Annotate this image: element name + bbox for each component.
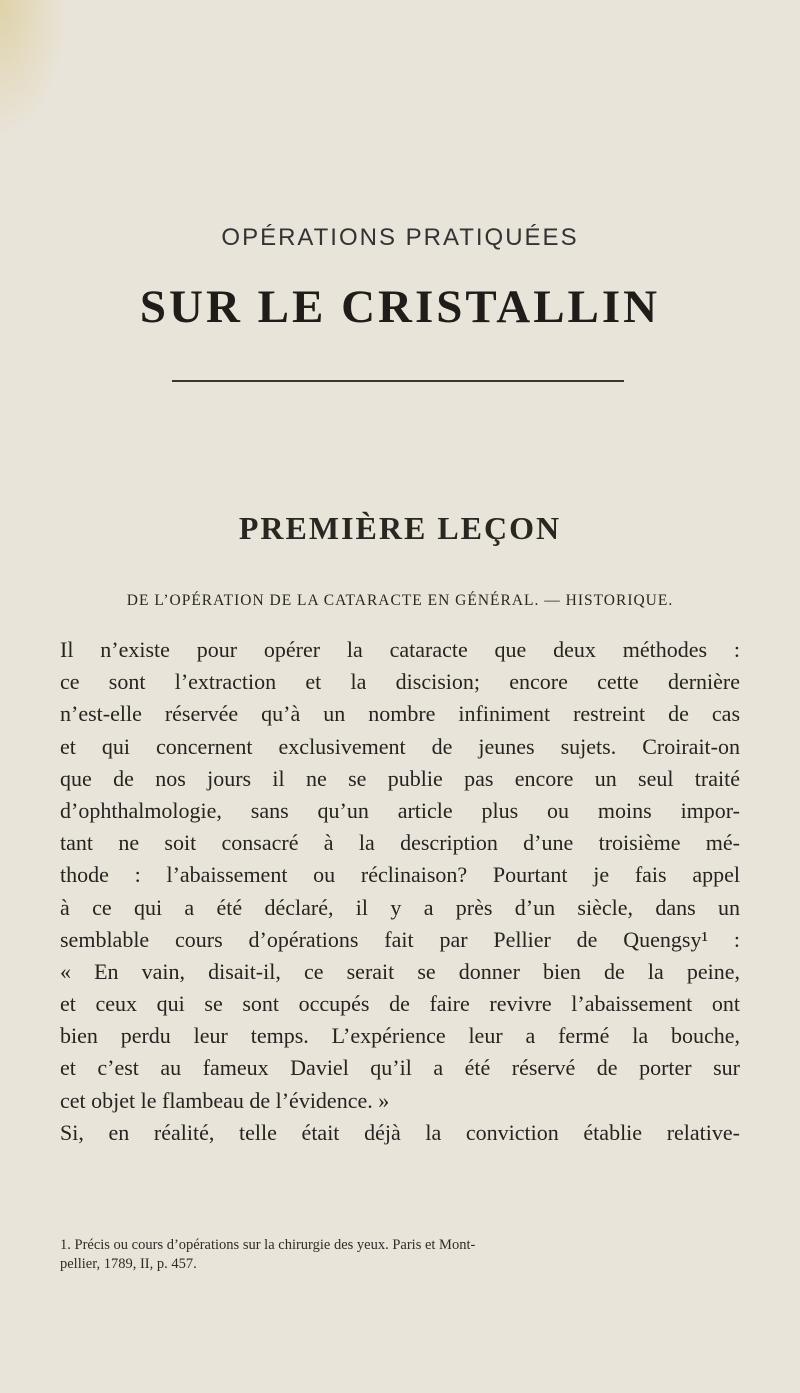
- title-kicker: OPÉRATIONS PRATIQUÉES: [221, 224, 579, 251]
- body-text: [60, 634, 740, 1149]
- body-line: « En vain, disait-il, ce serait se donner bien de la peine,: [60, 958, 740, 984]
- page-title: SUR LE CRISTALLIN: [139, 281, 661, 333]
- body-line: Il n’existe pour opérer la cataracte que deux méthodes :: [60, 637, 740, 662]
- body-line: que de nos jours il ne se publie pas encore un seul traité: [60, 765, 740, 791]
- paper-stain: [0, 0, 70, 140]
- body-line: et ceux qui se sont occupés de faire revivre l’abaissement ont: [60, 991, 740, 1017]
- body-line: semblable cours d’opérations fait par Pellier de Quengsy¹ :: [60, 926, 740, 952]
- body-line: et qui concernent exclusivement de jeunes sujets. Croirait-on: [60, 733, 740, 759]
- body-line: n’est-elle réservée qu’à un nombre infiniment restreint de cas: [60, 701, 740, 727]
- footnote: [60, 1236, 740, 1274]
- title-rule: [172, 380, 624, 382]
- body-line: thode : l’abaissement ou réclinaison? Pourtant je fais appel: [60, 862, 740, 888]
- body-line: ce sont l’extraction et la discision; encore cette dernière: [60, 669, 740, 695]
- body-line: et c’est au fameux Daviel qu’il a été réservé de porter sur: [60, 1055, 740, 1081]
- lesson-title: PREMIÈRE LEÇON: [238, 510, 562, 546]
- body-line: d’ophthalmologie, sans qu’un article plus ou moins impor-: [60, 797, 740, 823]
- footnote-line: pellier, 1789, II, p. 457.: [60, 1256, 197, 1272]
- body-line: bien perdu leur temps. L’expérience leur a fermé la bouche,: [60, 1023, 740, 1049]
- body-line: Si, en réalité, telle était déjà la conviction établie relative-: [60, 1119, 740, 1145]
- lesson-subheading: DE L’OPÉRATION DE LA CATARACTE EN GÉNÉRAL. — HISTORIQUE.: [126, 592, 674, 609]
- body-line: cet objet le flambeau de l’évidence. »: [60, 1087, 390, 1113]
- body-line: à ce qui a été déclaré, il y a près d’un siècle, dans un: [60, 894, 740, 920]
- footnote-line: 1. Précis ou cours d’opérations sur la chirurgie des yeux. Paris et Mont-: [60, 1237, 476, 1253]
- body-line: tant ne soit consacré à la description d’une troisième mé-: [60, 830, 740, 856]
